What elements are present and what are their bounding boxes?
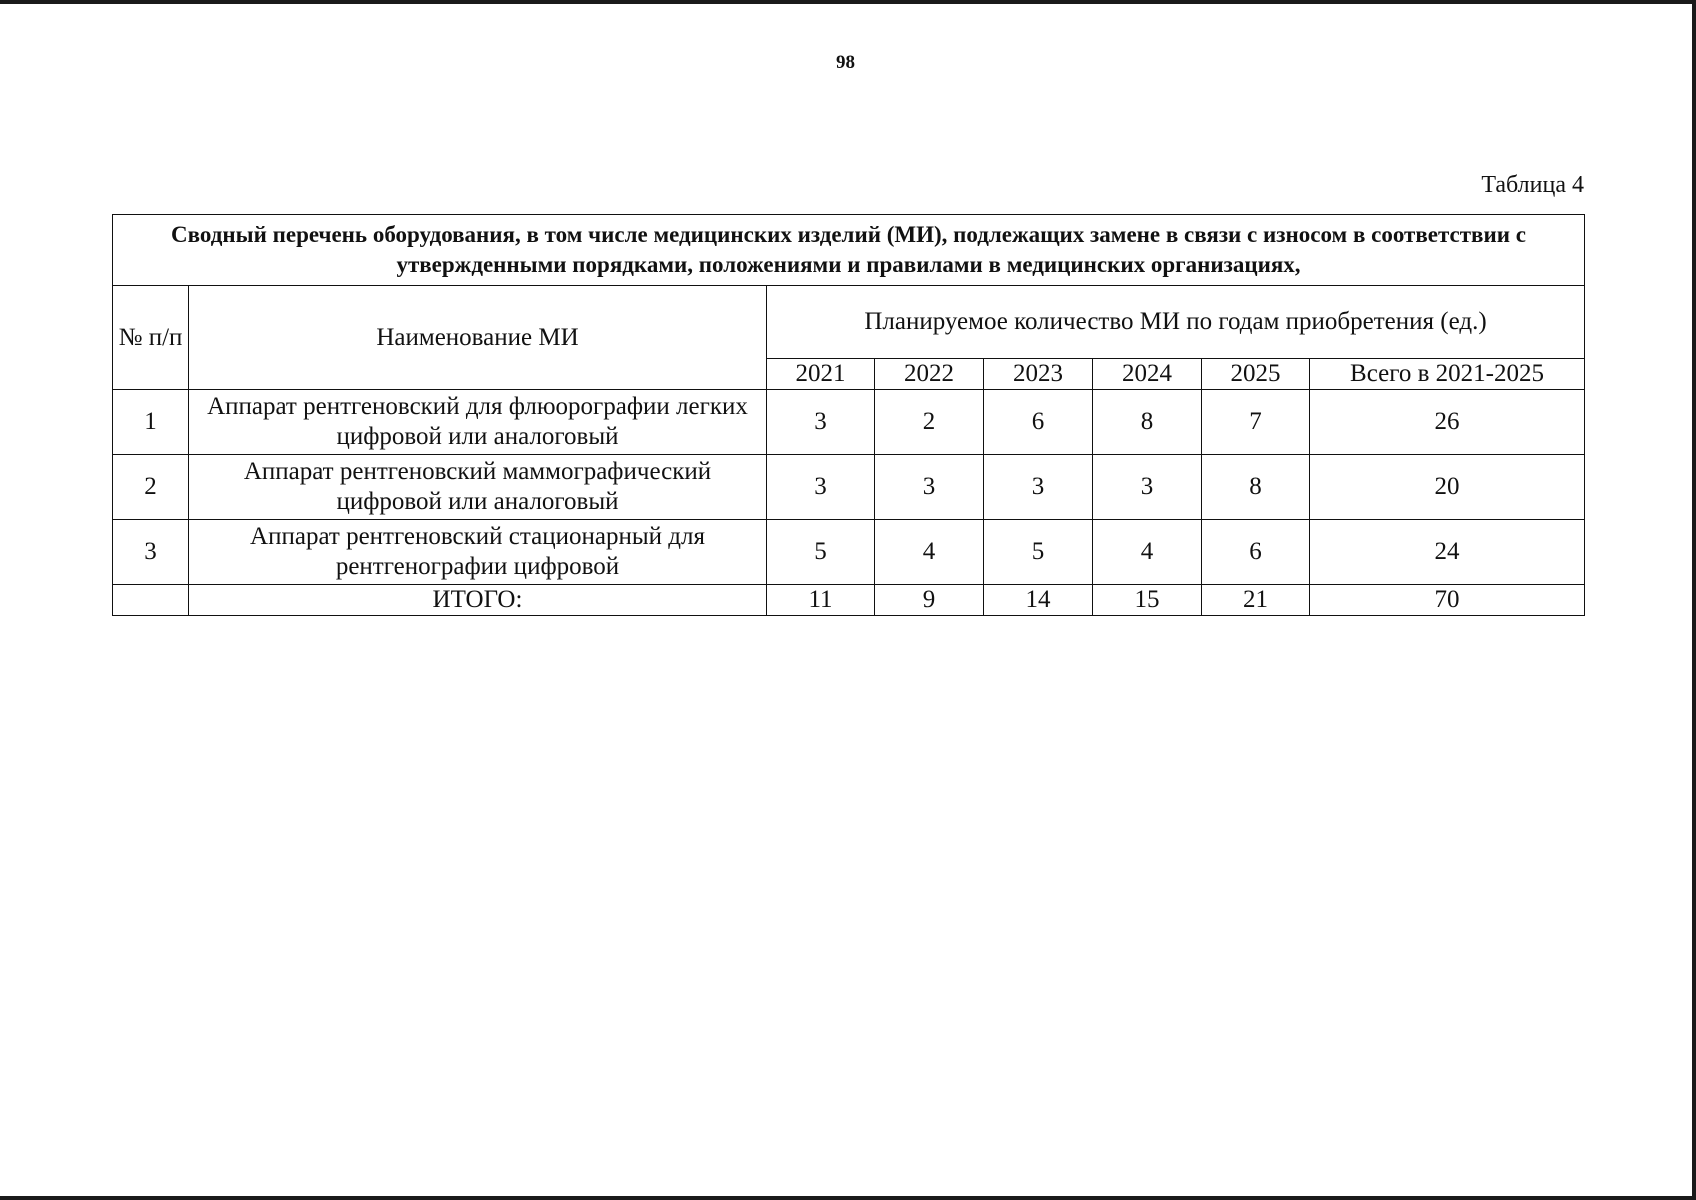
header-row bbox=[113, 286, 1585, 359]
row-value-2023: 3 bbox=[984, 455, 1093, 520]
total-value-2024: 15 bbox=[1093, 585, 1202, 616]
row-value-total: 24 bbox=[1310, 520, 1585, 585]
row-value-2022: 2 bbox=[875, 390, 984, 455]
row-name: Аппарат рентгеновский стационарный для рентгенографии цифровой bbox=[189, 520, 767, 585]
total-value-2022: 9 bbox=[875, 585, 984, 616]
total-row bbox=[113, 585, 1585, 616]
row-number: 3 bbox=[113, 520, 189, 585]
row-value-2021: 3 bbox=[767, 390, 875, 455]
row-value-2025: 6 bbox=[1202, 520, 1310, 585]
row-value-total: 20 bbox=[1310, 455, 1585, 520]
row-number: 2 bbox=[113, 455, 189, 520]
row-value-2024: 8 bbox=[1093, 390, 1202, 455]
row-value-2021: 3 bbox=[767, 455, 875, 520]
table-title: Сводный перечень оборудования, в том числе медицинских изделий (МИ), подлежащих замене в связи с износом в соответствии с утвержденными порядками, положениями и правилами в медицинских организациях, bbox=[113, 215, 1585, 286]
equipment-table bbox=[112, 214, 1585, 616]
header-year-2024: 2024 bbox=[1093, 359, 1202, 390]
header-planned-quantity: Планируемое количество МИ по годам приобретения (ед.) bbox=[767, 286, 1585, 359]
row-number: 1 bbox=[113, 390, 189, 455]
table-row bbox=[113, 520, 1585, 585]
row-name: Аппарат рентгеновский для флюорографии легких цифровой или аналоговый bbox=[189, 390, 767, 455]
page-number: 98 bbox=[836, 52, 855, 73]
row-value-2024: 3 bbox=[1093, 455, 1202, 520]
table-title-row bbox=[113, 215, 1585, 286]
total-value-2023: 14 bbox=[984, 585, 1093, 616]
total-value-all: 70 bbox=[1310, 585, 1585, 616]
total-value-2025: 21 bbox=[1202, 585, 1310, 616]
row-value-2025: 8 bbox=[1202, 455, 1310, 520]
row-value-2023: 6 bbox=[984, 390, 1093, 455]
table-row bbox=[113, 455, 1585, 520]
total-value-2021: 11 bbox=[767, 585, 875, 616]
table-caption: Таблица 4 bbox=[1481, 172, 1584, 198]
header-year-2023: 2023 bbox=[984, 359, 1093, 390]
scan-border-top bbox=[0, 0, 1696, 4]
header-year-2021: 2021 bbox=[767, 359, 875, 390]
row-value-2023: 5 bbox=[984, 520, 1093, 585]
header-year-2022: 2022 bbox=[875, 359, 984, 390]
row-value-2025: 7 bbox=[1202, 390, 1310, 455]
row-value-2024: 4 bbox=[1093, 520, 1202, 585]
row-value-total: 26 bbox=[1310, 390, 1585, 455]
header-name: Наименование МИ bbox=[189, 286, 767, 390]
total-label: ИТОГО: bbox=[189, 585, 767, 616]
header-year-2025: 2025 bbox=[1202, 359, 1310, 390]
scan-border-bottom bbox=[0, 1196, 1696, 1200]
scan-border-right bbox=[1692, 0, 1696, 1200]
row-value-2022: 3 bbox=[875, 455, 984, 520]
total-number-empty bbox=[113, 585, 189, 616]
header-total-years: Всего в 2021-2025 bbox=[1310, 359, 1585, 390]
header-number: № п/п bbox=[113, 286, 189, 390]
table-row bbox=[113, 390, 1585, 455]
row-value-2021: 5 bbox=[767, 520, 875, 585]
row-name: Аппарат рентгеновский маммографический цифровой или аналоговый bbox=[189, 455, 767, 520]
row-value-2022: 4 bbox=[875, 520, 984, 585]
